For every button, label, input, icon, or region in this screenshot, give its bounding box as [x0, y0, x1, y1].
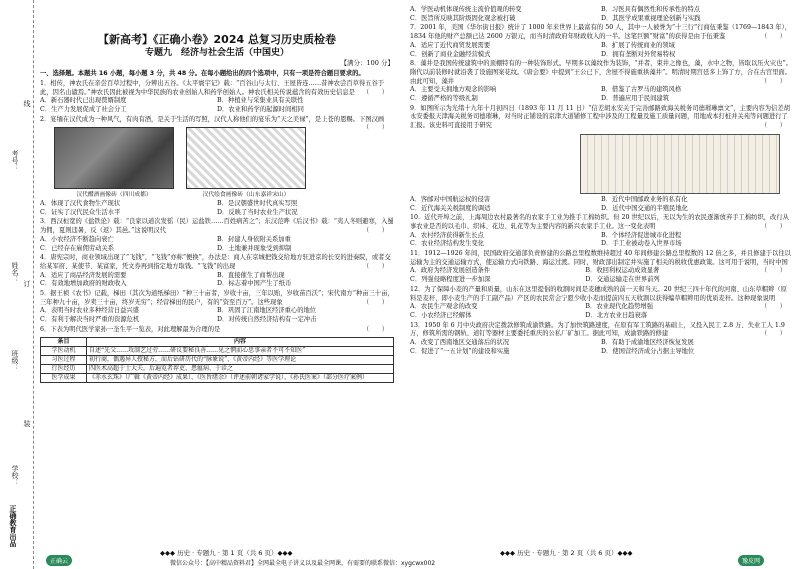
q2-options: [40, 200, 394, 217]
question-10: 10．近代开埠之前，上海周边农村最著名的农家手工业为推手工棉纺织。但 20 世纪以后，无以为生的农民逐渐放弃手工棉纺织，改行从事农业是否的以毛巾、织袜、花边、轧花等为主要内容的新兴农家手工业。这一变化表明 （ ）: [410, 214, 789, 230]
question-4: 4．唐宪宗时，商业领域出现了“飞钱”，“飞钱”亦称“便换”，办法是：商人在京城把钱交给地方驻进京的长安的进奏院，或者交给某军府、某使节、某富家，凭文券再到指定地方取钱。“飞钱”的出现 （ ）: [40, 254, 391, 270]
q2-option-c[interactable]: C．证实了汉代民众生活水平: [40, 208, 121, 216]
q6-option-d[interactable]: D．其医学成果重视理论创新与实践: [601, 14, 701, 22]
q10-options: [410, 232, 792, 249]
q5-option-d[interactable]: D．对传统自然经济结构有一定冲击: [217, 316, 317, 324]
q6-option-c[interactable]: C．医旨所反映其阶级固化观念被打破: [410, 14, 516, 22]
footer-wechat-note: 微信公众号：【高中精品资料君】全网最全电子讲义以及最全网课，有需要的联系微信：xygcwx002: [170, 560, 436, 567]
q7-option-d[interactable]: D．拥有垄断对外贸易特权: [601, 50, 676, 58]
q7-option-b[interactable]: B．扩展了传统商业的领域: [601, 41, 675, 49]
binding-line-mark: 线: [23, 100, 31, 107]
q5-option-c[interactable]: C．有利于解决当时严重的资源危机: [40, 316, 140, 324]
question-8: 8．藻井是我国传统建筑中的顶棚特有的一种装饰形式。早期多以藻纹作为装饰，“并者，束井之像也，藻，水中之物，皆取以压火灾也”。隋代以前装修时就沿袭了设施图案花纹。《唐会要》中提到“王公已下，舍屋不得施重拱藻井”。明清时期宫廷多上饰了方，合在古宫里面。由此可知，藻井 （ ）: [410, 60, 792, 85]
q3-option-d[interactable]: D．土地兼并现象受到抑制: [217, 244, 292, 252]
q5-options: [40, 307, 394, 324]
q11-option-a[interactable]: A．政府为经济发展创造条件: [410, 267, 491, 275]
q11-option-b[interactable]: B．收回利权运动成效显著: [585, 267, 660, 275]
q1-option-b[interactable]: B．种植业与采集业具有关联性: [217, 97, 304, 105]
physician-table: [40, 337, 394, 383]
q1-option-d[interactable]: D．农业和药学的起源时间相同: [217, 105, 304, 113]
q4-options: [40, 272, 394, 289]
q4-option-a[interactable]: A．适应了商品经济发展的需要: [40, 271, 127, 279]
table-row: 学医动机 自述“先父……攻制艺过劳……研议要秘良善……见之惘而心思事亲者不可不知医”: [41, 346, 394, 355]
caption-1: 汉代醴酒画像砖（四川成都）: [76, 192, 152, 199]
q1-options: [40, 97, 394, 114]
q3-option-a[interactable]: A．小农经济不断趋向衰亡: [40, 235, 114, 243]
q12-option-a[interactable]: A．农民生产观念的改变: [410, 303, 478, 311]
q10-option-d[interactable]: D．手工业被动卷入世界市场: [601, 240, 682, 248]
question-2: 2．宴缅在汉代成为一种风气，有肉有酒，是关于生活的写照，汉代人称他们的宴乐为“天之美禄”，是上苍的恩赐。下图汉画 （ ）: [40, 115, 388, 132]
q13-options: [410, 339, 792, 356]
question-3: 3．西汉桓宽的《盐铁论》载：“良家以道次发徭（民）运盐铁……百姓病苦之”；东汉范晔《后汉书》载：“夷人冬则避寒，入蜀为佣，夏则违暑，反（返）其邑。”这说明汉代 （ ）: [40, 218, 394, 235]
q11-option-d[interactable]: D．交通运输走在世界前列: [585, 276, 660, 284]
q1-option-a[interactable]: A．新石器时代已出现赘婿制度: [40, 97, 127, 105]
full-score: 【满分：100 分】: [340, 59, 394, 68]
q13-option-d[interactable]: D．使国营经济成分占据主导地位: [601, 347, 695, 355]
q8-option-d[interactable]: D．普遍应用于民间建筑: [601, 95, 670, 103]
q2-option-d[interactable]: D．反映了当时农业生产状况: [217, 208, 298, 216]
right-column: [410, 6, 792, 357]
q10-option-a[interactable]: A．农村经济获得新生长点: [410, 231, 484, 239]
q6-option-b[interactable]: B．习医具有偶然性和传承性的特点: [601, 6, 701, 13]
q3-options: [40, 236, 394, 253]
question-9: 9．如图所示为光绪十九年十月初四日（1893 年 11 月 11 日）“信差胡永安关于完善邮路致海关税务司德璀琳禀文”，主要内容为信差胡永安委报天津海关税务司德璀琳，对当时正铺设的京津大道铺修工程中涉及的工程量及施工质量问题，用地成本打桩并关苑等问题进行了汇报。该史料可直接用于研究 （ ）: [410, 104, 790, 130]
q9-option-a[interactable]: A．客邮对中国航运权的侵害: [410, 195, 491, 203]
footer-page-right: ◆◆◆ 历史 · 专题九 · 第 2 页（共 6 页）◆◆◆: [500, 549, 633, 557]
q8-option-b[interactable]: B．借鉴了古罗马的建筑风格: [601, 86, 682, 94]
q9-option-d[interactable]: D．近代中国交通的半殖民地化: [601, 204, 688, 212]
q6-option-a[interactable]: A．学医动机体现传统主流价值观的转变: [410, 6, 522, 13]
left-column: [40, 6, 394, 383]
table-header-item: 条目: [41, 337, 87, 346]
q2-option-a[interactable]: A．体现了汉代食物生产现状: [40, 200, 121, 208]
q12-option-c[interactable]: C．小农经济已经解体: [410, 311, 472, 319]
q11-option-c[interactable]: C．列强侵略程度进一步加深: [410, 276, 491, 284]
q2-images: [54, 127, 363, 189]
question-13: 13．1950 年 6 月中央政府决定拨款修筑成渝铁路。为了加快筑路速度，在原有军工筑路的基础上，又投入民工 2.8 万、失业工人 1.9 万，修筑所需的钢轨、道钉等器材主要委托重庆的公私厂矿加工。据此可知，成渝铁路的修建 （ ）: [410, 321, 786, 338]
q10-option-b[interactable]: B．个体经济促进城市化进程: [601, 231, 682, 239]
school-label: 学校：: [11, 465, 19, 486]
question-12: 12．为了保障小麦的产量和质量，山东在这里提倡的收割时间是麦穗成熟的前一天和当天。20 世纪三四十年代的河南、山东草帽辫（原料是麦秆，即小麦生产的手工副产品）产区的农民常会宁愿少收小麦而提前四五天收割以获得编草帽辫用的优质麦秆。这种现象说明 （ ）: [410, 285, 787, 311]
q9-option-c[interactable]: C．近代海关关税制度的调适: [410, 204, 491, 212]
q3-option-b[interactable]: B．封建人身依附关系加重: [217, 235, 291, 243]
brick-relief-image-2: [186, 127, 306, 189]
question-11: 11．1912—1926 年间，民国政府交通部负责修建的公路总里程数维持超过 40 年间修建公路总里程数的 12 倍之多，并且修建于以往以运输为主的交通运输方式，使运输方式向铁路、海运过渡。同时，财政部出制定并实施了相关的税收优惠政策。这可用于说明，当时中国 （ ）: [410, 250, 791, 275]
historical-document-image: [580, 134, 780, 194]
table-header-content: 内容: [87, 337, 394, 346]
brand-vertical: 正确教育出品: [9, 505, 17, 547]
q4-option-d[interactable]: D．标志着中国产生了纸币: [217, 280, 292, 288]
footer-page-left: ◆◆◆ 历史 · 专题九 · 第 1 页（共 6 页）◆◆◆: [160, 549, 293, 557]
q8-option-c[interactable]: C．遵循严格的等级礼制: [410, 95, 478, 103]
q13-option-c[interactable]: C．促进了“一五计划”的建设和实施: [410, 347, 510, 355]
table-row: 行医经历 四医术高超于士大夫，后遍览者荐吏、患瘟病、于诊之: [41, 364, 394, 373]
caption-2: 汉代绘食画像砖（山东嘉祥宋山）: [202, 192, 290, 199]
q13-option-a[interactable]: A．改变了西南地区交通落后的状况: [410, 339, 510, 347]
q8-options: [410, 86, 792, 103]
q6-options: [410, 6, 792, 23]
class-label: 班级：: [11, 350, 19, 371]
q7-option-a[interactable]: A．适应了近代商贸发展需要: [410, 41, 491, 49]
q7-options: [410, 42, 792, 59]
question-1: 1．相传，神农氏在亲尝百草过程中，分辨出五谷。《太平寰宇记》载：“百谷山与太行、王屋皆连……昔神农尝百草得五谷于此，因名山谴焉。”神农氏因此被视为中华民族的农业创始人和药学创始人。神农氏相关传说蕴含的有效历史信息是 （ ）: [40, 79, 388, 96]
q9-option-b[interactable]: B．近代中国邮政业务的私有化: [601, 195, 688, 203]
q2-captions: [54, 191, 394, 200]
name-label: 姓名：: [11, 262, 19, 283]
question-7: 7．2001 年，美国《华尔街日报》统计了 1000 年来世界上最富有的 50 人，其中一人被誉为“十三行”行商伍秉鉴（1769—1843 年），1834 年他的财产总额已达 2600 万银元，而当时清政府年财政收入的一半。这笔巨额“财富”的获得是由于伍秉鉴 （ ）: [410, 24, 792, 41]
q2-option-b[interactable]: B．是汉朝盛世时代真实写照: [217, 200, 298, 208]
q12-options: [410, 303, 761, 320]
binding-margin: [0, 0, 34, 569]
q5-option-b[interactable]: B．巩固了江南地区经济重心的地位: [217, 307, 317, 315]
q10-option-c[interactable]: C．农业经济结构发生变化: [410, 240, 485, 248]
q12-option-b[interactable]: B．农业现代化趋势增强: [585, 303, 654, 311]
q5-option-a[interactable]: A．表明当时农业多种经营日益兴盛: [40, 307, 140, 315]
section-heading: 一、选择题。本题共 16 小题，每小题 3 分，共 48 分。在每小题给出的四个选项中，只有一项是符合题目要求的。: [40, 70, 365, 78]
page-subtitle: 专题九 经济与社会生活（中国史）: [144, 47, 289, 58]
table-row: 医学成果 《赤水玄珠》（广辑《黄帝内经》成果）、《医旨绪余》（评述前朝诸家学说）、《孙氏医案》（部分医疗案例）: [41, 373, 394, 382]
page-title: 【新高考】《正确小卷》2024 总复习历史质检卷: [98, 33, 336, 46]
q4-option-b[interactable]: B．直接催生了商帮出现: [217, 271, 285, 279]
q1-option-c[interactable]: C．生产力发展促成了社会分工: [40, 105, 127, 113]
q11-options: [410, 267, 761, 284]
binding-order-mark: 订: [23, 280, 31, 287]
question-5: 5．据王祯《农书》记载，梯田（其次为道纸梯田）“种三十亩者，岁收十亩，三年以贻，岁收苗百沃”；宋代南方“种亩三十亩，三年种九十亩，岁卖三十亩，终岁无穷”；经营梯田的民户，有的“资至百万”。这些现象 （ ）: [40, 290, 394, 306]
table-row: 习医过程 初行商，偶遇异人授秘方，而后钻研历代的“脉象说”、《黄帝内经》等医学理论: [41, 355, 394, 364]
brick-relief-image-1: [54, 127, 174, 189]
q8-option-a[interactable]: A．主要受天拥地方观念的影响: [410, 86, 497, 94]
q7-option-c[interactable]: C．创新了商业金融经营模式: [410, 50, 491, 58]
logo-right: 豫皮网: [738, 555, 764, 566]
exam-no-label: 考号：: [11, 150, 19, 171]
logo-left: 正确云: [46, 555, 72, 566]
question-6: 6．下表为明代医学家孙一奎生平一览表，对此理解最为合理的是 （ ）: [40, 325, 388, 333]
q13-option-b[interactable]: B．有助于成渝地区经济恢复发展: [601, 339, 694, 347]
q3-option-c[interactable]: C．已经存在雇佣劳动关系: [40, 244, 115, 252]
q9-options: [410, 196, 792, 213]
q12-option-d[interactable]: D．北方农业日趋衰落: [585, 311, 648, 319]
binding-bind-mark: 装: [23, 420, 31, 427]
q4-option-c[interactable]: C．有效地增加政府的财政收入: [40, 280, 127, 288]
